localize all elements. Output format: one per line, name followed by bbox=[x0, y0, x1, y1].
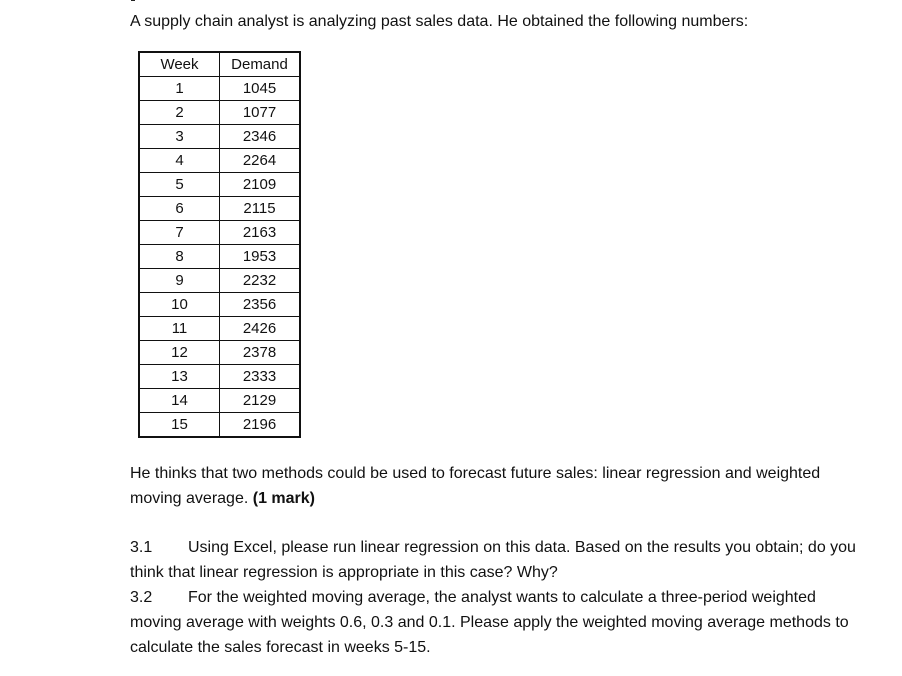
table-row bbox=[139, 77, 300, 101]
header-week: Week bbox=[139, 52, 220, 77]
demand-cell: 2129 bbox=[220, 389, 301, 413]
demand-cell: 1077 bbox=[220, 101, 301, 125]
demand-cell: 2264 bbox=[220, 149, 301, 173]
week-cell: 12 bbox=[139, 341, 220, 365]
table-row bbox=[139, 197, 300, 221]
week-cell: 5 bbox=[139, 173, 220, 197]
table-row bbox=[139, 245, 300, 269]
week-cell: 2 bbox=[139, 101, 220, 125]
demand-cell: 2109 bbox=[220, 173, 301, 197]
table-row bbox=[139, 149, 300, 173]
week-cell: 9 bbox=[139, 269, 220, 293]
intro-text: A supply chain analyst is analyzing past sales data. He obtained the following numbers: bbox=[130, 13, 749, 30]
question-text: Using Excel, please run linear regression on this data. Based on the results you obtain; do you think that linear regression is appropriate in this case? Why? bbox=[130, 539, 856, 581]
week-cell: 15 bbox=[139, 413, 220, 438]
mark-label: (1 mark) bbox=[252, 490, 315, 507]
demand-table bbox=[138, 51, 301, 438]
demand-cell: 2378 bbox=[220, 341, 301, 365]
forecast-methods-paragraph bbox=[130, 461, 865, 511]
table-row bbox=[139, 293, 300, 317]
week-cell: 1 bbox=[139, 77, 220, 101]
demand-cell: 2163 bbox=[220, 221, 301, 245]
table-header-row bbox=[139, 52, 300, 77]
week-cell: 8 bbox=[139, 245, 220, 269]
table-row bbox=[139, 269, 300, 293]
table-row bbox=[139, 365, 300, 389]
week-cell: 10 bbox=[139, 293, 220, 317]
week-cell: 6 bbox=[139, 197, 220, 221]
table-row bbox=[139, 173, 300, 197]
table-row bbox=[139, 101, 300, 125]
table-row bbox=[139, 389, 300, 413]
questions-block bbox=[130, 535, 865, 660]
demand-cell: 2196 bbox=[220, 413, 301, 438]
table-row bbox=[139, 413, 300, 438]
week-cell: 13 bbox=[139, 365, 220, 389]
demand-cell: 2232 bbox=[220, 269, 301, 293]
demand-cell: 1953 bbox=[220, 245, 301, 269]
table-row bbox=[139, 125, 300, 149]
header-demand: Demand bbox=[220, 52, 301, 77]
demand-cell: 2356 bbox=[220, 293, 301, 317]
week-cell: 3 bbox=[139, 125, 220, 149]
table-row bbox=[139, 341, 300, 365]
demand-cell: 2346 bbox=[220, 125, 301, 149]
table-row bbox=[139, 317, 300, 341]
demand-cell: 1045 bbox=[220, 77, 301, 101]
week-cell: 14 bbox=[139, 389, 220, 413]
question-number: 3.1 bbox=[130, 539, 153, 556]
week-cell: 7 bbox=[139, 221, 220, 245]
question-number: 3.2 bbox=[130, 589, 153, 606]
table-row bbox=[139, 221, 300, 245]
week-cell: 4 bbox=[139, 149, 220, 173]
week-cell: 11 bbox=[139, 317, 220, 341]
forecast-methods-text: He thinks that two methods could be used to forecast future sales: linear regression and weighted moving average. bbox=[130, 465, 821, 507]
demand-cell: 2426 bbox=[220, 317, 301, 341]
stray-mark bbox=[131, 0, 135, 1]
demand-cell: 2115 bbox=[220, 197, 301, 221]
question-text: For the weighted moving average, the analyst wants to calculate a three-period weighted moving average with weights 0.6, 0.3 and 0.1. Please apply the weighted moving average methods to calculate the sales forecast in weeks 5-15. bbox=[130, 589, 849, 656]
demand-cell: 2333 bbox=[220, 365, 301, 389]
